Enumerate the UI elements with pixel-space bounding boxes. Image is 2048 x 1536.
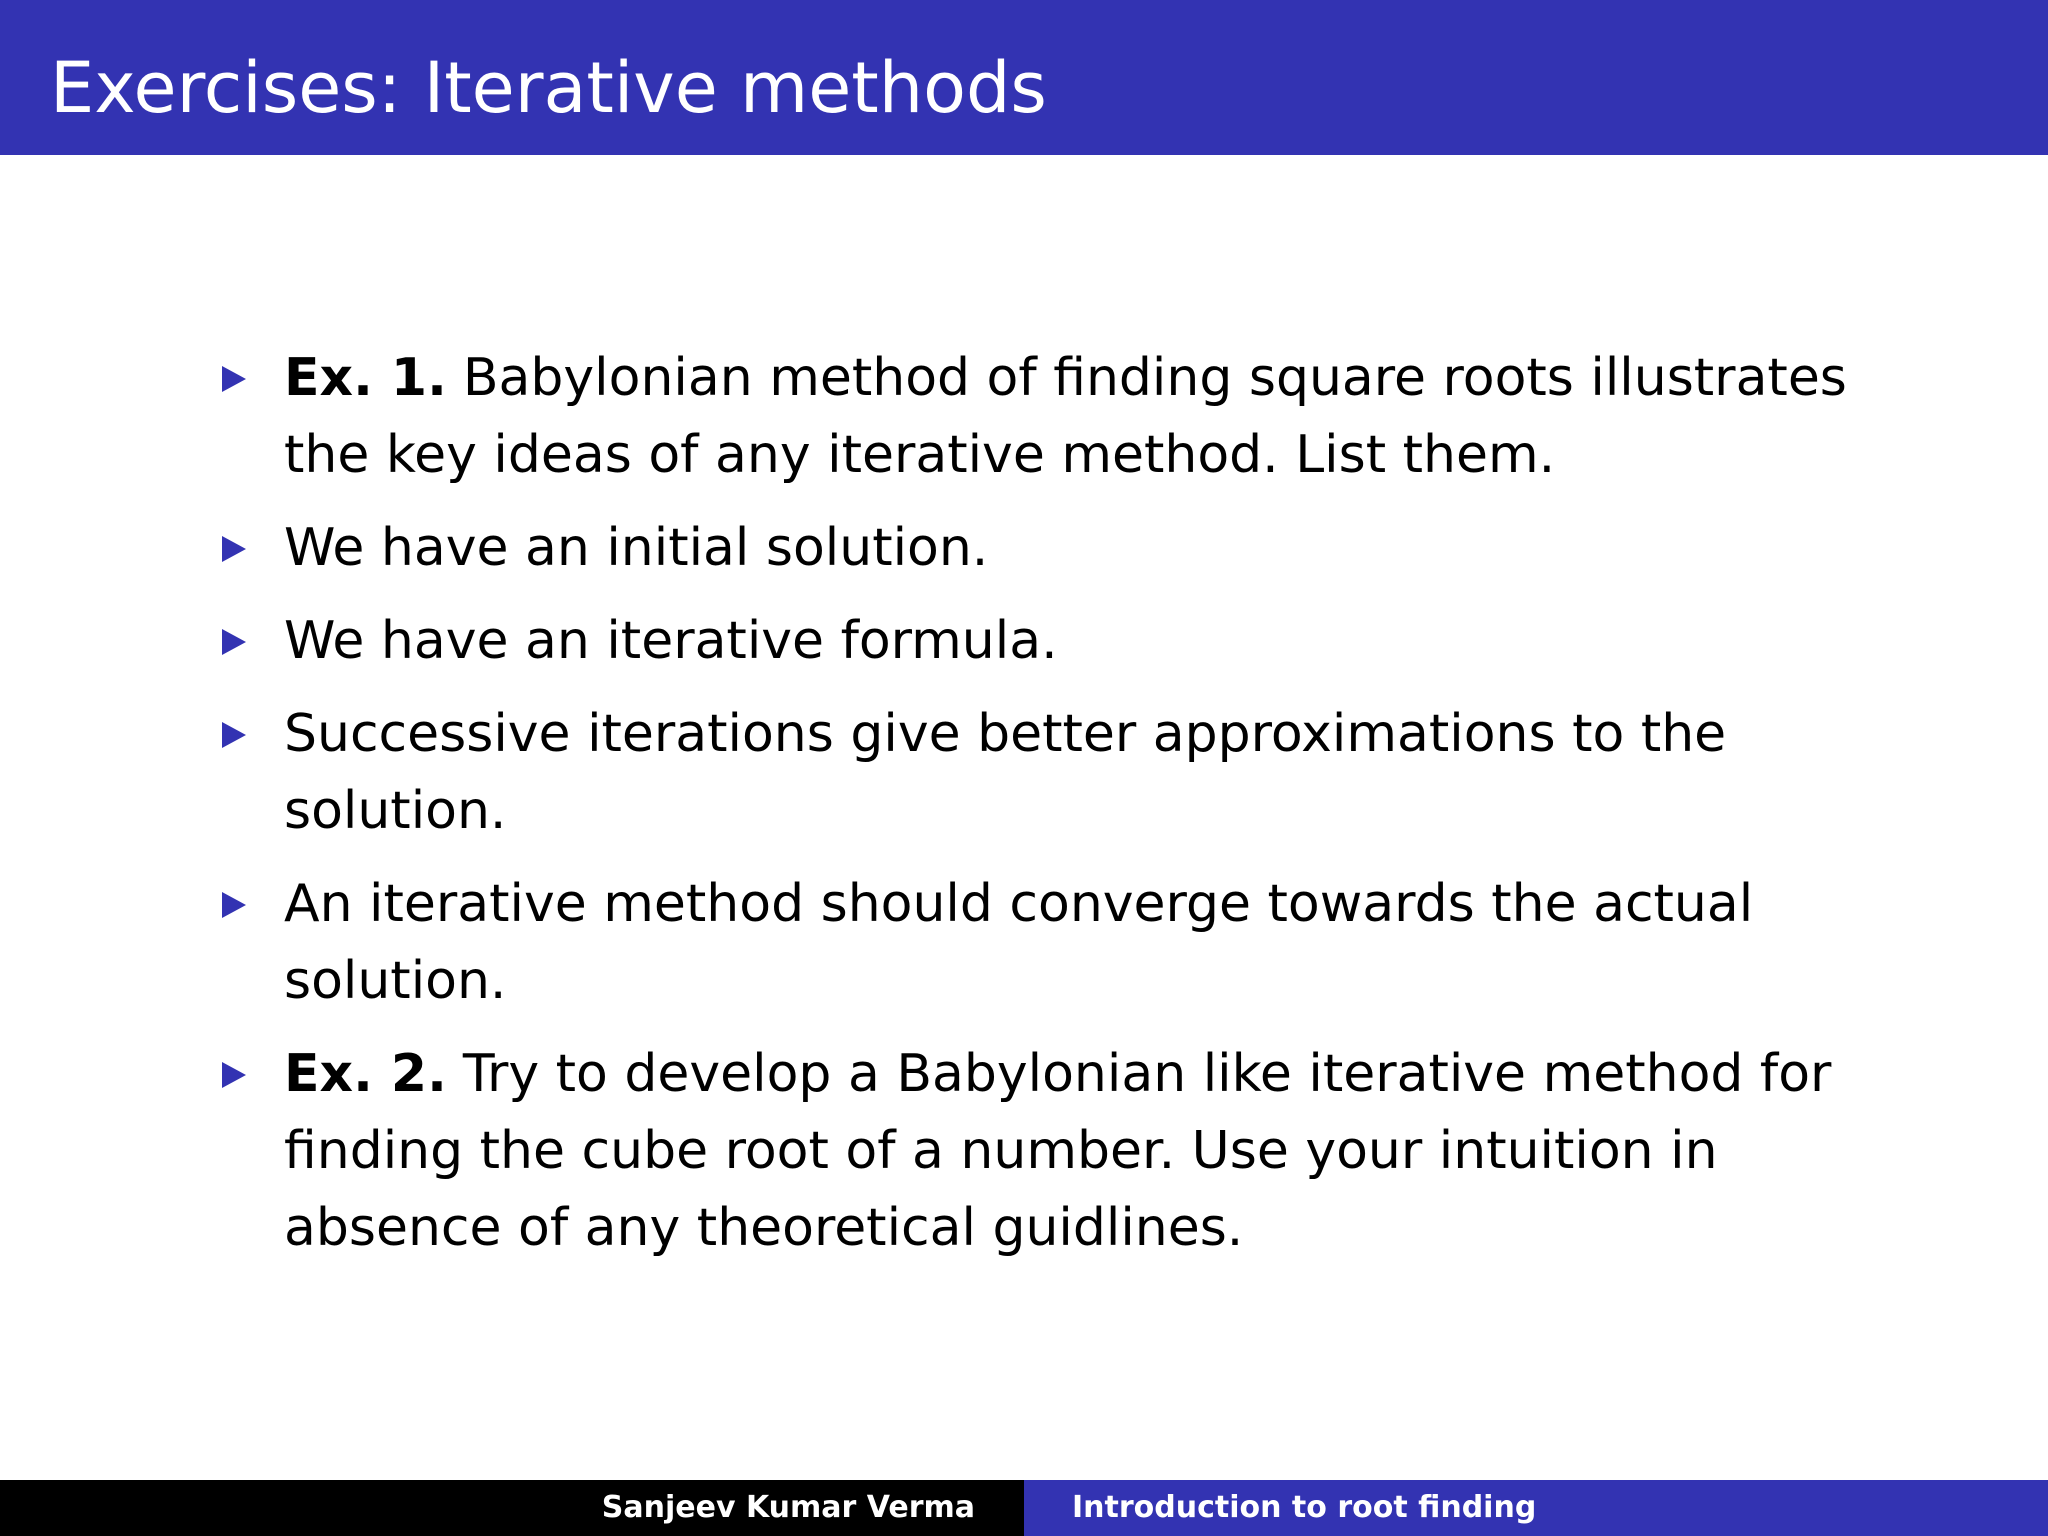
bullet-text: Successive iterations give better approximations to the solution. [284, 704, 1727, 841]
triangle-bullet-icon [222, 366, 246, 392]
footer [0, 1480, 2048, 1536]
bullet-text: We have an initial solution. [284, 518, 989, 578]
footer-author: Sanjeev Kumar Verma [0, 1480, 1024, 1536]
triangle-bullet-icon [222, 629, 246, 655]
triangle-bullet-icon [222, 722, 246, 748]
bullet-item-convergence [220, 866, 1870, 1020]
bullet-item-initial-solution [220, 510, 1870, 587]
bullet-item-ex2 [220, 1036, 1870, 1267]
title-bar [0, 0, 2048, 155]
bullet-item-iterative-formula [220, 603, 1870, 680]
bullet-item-ex1 [220, 340, 1870, 494]
footer-talk-title: Introduction to root finding [1024, 1480, 2048, 1536]
bullet-text: An iterative method should converge towards the actual solution. [284, 874, 1754, 1011]
bullet-text: We have an iterative formula. [284, 611, 1058, 671]
slide-title: Exercises: Iterative methods [50, 47, 1047, 129]
bullet-text: Try to develop a Babylonian like iterative method for finding the cube root of a number. Use your intuition in absence of any theoretical guidlines. [284, 1044, 1832, 1258]
triangle-bullet-icon [222, 1062, 246, 1088]
bullet-text: Babylonian method of finding square roots illustrates the key ideas of any iterative method. List them. [284, 348, 1847, 485]
exercise-label: Ex. 2. [284, 1044, 447, 1104]
bullet-item-successive-iterations [220, 696, 1870, 850]
bullet-list [220, 340, 1870, 1283]
triangle-bullet-icon [222, 892, 246, 918]
triangle-bullet-icon [222, 536, 246, 562]
exercise-label: Ex. 1. [284, 348, 447, 408]
